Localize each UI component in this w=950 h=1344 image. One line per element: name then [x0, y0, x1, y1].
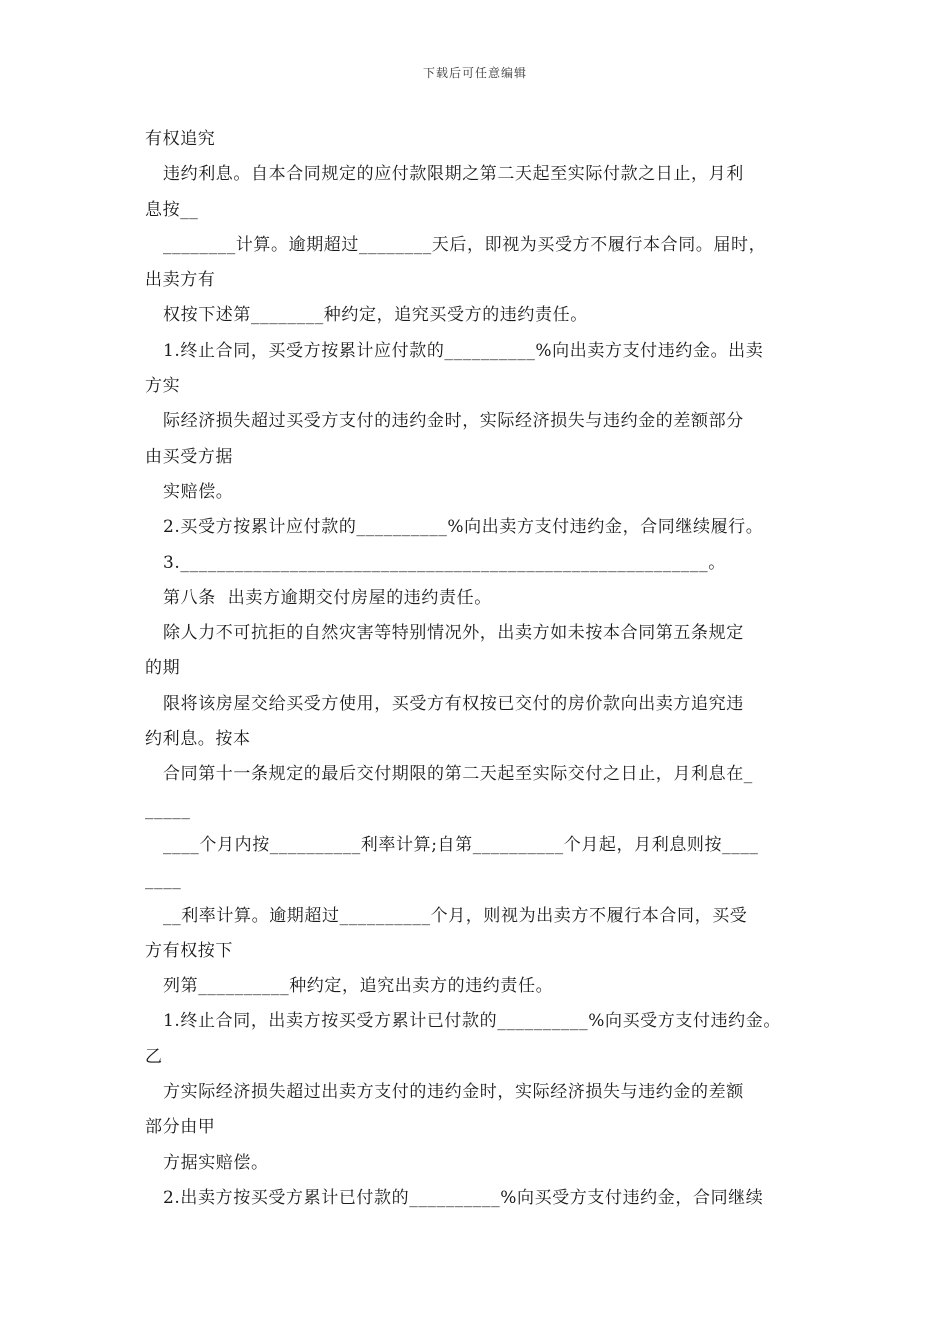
text-line: 部分由甲	[145, 1117, 216, 1138]
text-line: __利率计算。逾期超过__________个月，则视为出卖方不履行本合同，买受	[163, 905, 748, 926]
text-line: 除人力不可抗拒的自然灾害等特别情况外，出卖方如未按本合同第五条规定	[163, 623, 744, 644]
text-line: 1.终止合同，出卖方按买受方累计已付款的__________%向买受方支付违约金。	[163, 1011, 781, 1032]
text-line: 实赔偿。	[163, 481, 234, 502]
text-line: 约利息。按本	[145, 729, 251, 750]
text-line: 际经济损失超过买受方支付的违约金时，实际经济损失与违约金的差额部分	[163, 411, 744, 432]
text-line: 由买受方据	[145, 446, 233, 467]
text-line: 2.买受方按累计应付款的__________%向出卖方支付违约金，合同继续履行。	[163, 517, 764, 538]
text-line: 方实	[145, 376, 181, 397]
text-line: 2.出卖方按买受方累计已付款的__________%向买受方支付违约金，合同继续	[163, 1187, 764, 1208]
text-line: 方实际经济损失超过出卖方支付的违约金时，实际经济损失与违约金的差额	[163, 1082, 744, 1103]
text-line: 列第__________种约定，追究出卖方的违约责任。	[163, 976, 554, 997]
text-line: 方有权按下	[145, 940, 233, 961]
text-line: 合同第十一条规定的最后交付期限的第二天起至实际交付之日止，月利息在_	[163, 764, 753, 785]
text-line: 出卖方有	[145, 270, 216, 291]
text-line: 息按__	[145, 199, 199, 220]
text-line: 权按下述第________种约定，追究买受方的违约责任。	[163, 305, 588, 326]
text-line: 限将该房屋交给买受方使用，买受方有权按已交付的房价款向出卖方追究违	[163, 693, 744, 714]
text-line: ________计算。逾期超过________天后，即视为买受方不履行本合同。届时，	[163, 234, 767, 255]
text-line: 1.终止合同，买受方按累计应付款的__________%向出卖方支付违约金。出卖	[163, 340, 764, 361]
text-line: 3.__________________________________________________________。	[163, 552, 726, 573]
text-line: 有权追究	[145, 129, 216, 149]
text-line: ____	[145, 870, 182, 891]
page-header: 下载后可任意编辑	[422, 66, 527, 80]
contract-body	[145, 122, 825, 1216]
text-line: 的期	[145, 658, 181, 679]
text-line: 乙	[145, 1046, 163, 1067]
text-line: 违约利息。自本合同规定的应付款限期之第二天起至实际付款之日止，月利	[163, 164, 744, 185]
text-line: ____个月内按__________利率计算;自第__________个月起，月利息则按____	[163, 834, 759, 855]
text-line: _____	[145, 799, 191, 820]
text-line: 第八条 出卖方逾期交付房屋的违约责任。	[163, 587, 492, 608]
text-line: 方据实赔偿。	[163, 1152, 269, 1173]
